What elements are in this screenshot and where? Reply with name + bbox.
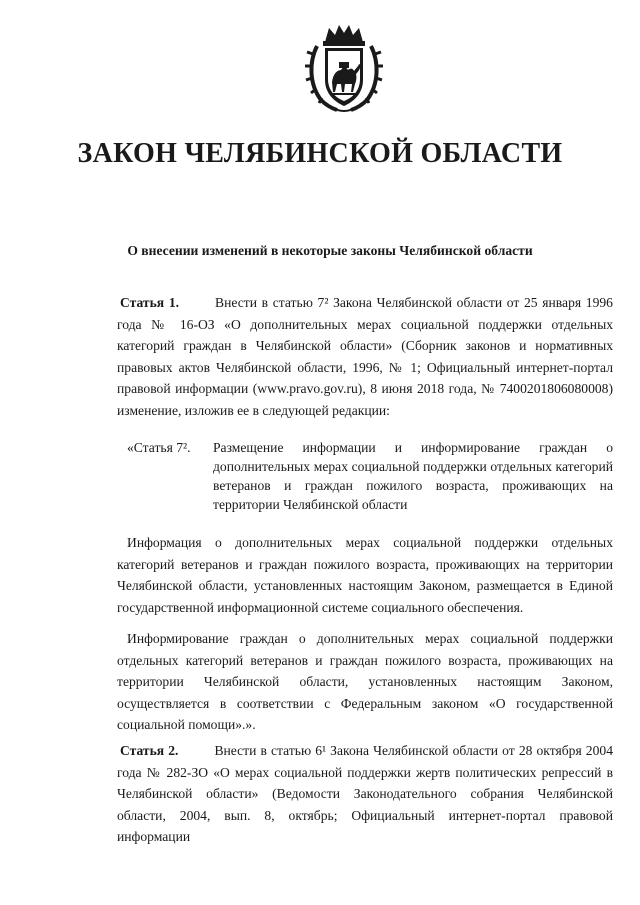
article-1 [117,292,613,421]
quoted-article-label: «Статья 7². [127,440,191,455]
quoted-article [117,438,613,514]
law-subtitle: О внесении изменений в некоторые законы Челябинской области [127,243,533,258]
article-1-label: Статья 1. [120,295,180,310]
chelyabinsk-coat-of-arms-icon [303,22,385,114]
article-2 [117,740,613,848]
paragraph-informing: Информирование граждан о дополнительных мерах социальной поддержки отдельных категорий ветеранов и граждан пожилого возраста, проживающих на территории Челябинской области, установленных настоящим Законом, осуществляется в соответствии с Федеральным законом «О государственной социальной помощи».». [117,631,613,732]
paragraph-information: Информация о дополнительных мерах социальной поддержки отдельных категорий ветеранов и граждан пожилого возраста, проживающих на территории Челябинской области, установленных настоящим Законом, размещается в Единой государственной информационной системе социального обеспечения. [117,535,613,615]
article-2-text: Внести в статью 6¹ Закона Челябинской области от 28 октября 2004 года № 282-ЗО «О мерах социальной поддержки жертв политических репрессий в Челябинской области» (Ведомости Законодательного собрания Челябинской области, 2004, вып. 8, октябрь; Официальный интернет-портал правовой информации [117,743,613,844]
article-1-text: Внести в статью 7² Закона Челябинской области от 25 января 1996 года № 16-ОЗ «О дополнительных мерах социальной поддержки отдельных категорий граждан в Челябинской области» (Сборник законов и нормативных правовых актов Челябинской области, 1996, № 1; Официальный интернет-портал правовой информации (www.pravo.gov.ru), 8 июня 2018 года, № 7400201806080008) изменение, изложив ее в следующей редакции: [117,295,613,418]
quoted-article-heading: Размещение информации и информирование граждан о дополнительных мерах социальной поддержки отдельных категорий ветеранов и граждан пожилого возраста, проживающих на территории Челябинской области [213,440,613,512]
article-2-label: Статья 2. [120,743,179,758]
law-title: ЗАКОН ЧЕЛЯБИНСКОЙ ОБЛАСТИ [77,138,563,169]
